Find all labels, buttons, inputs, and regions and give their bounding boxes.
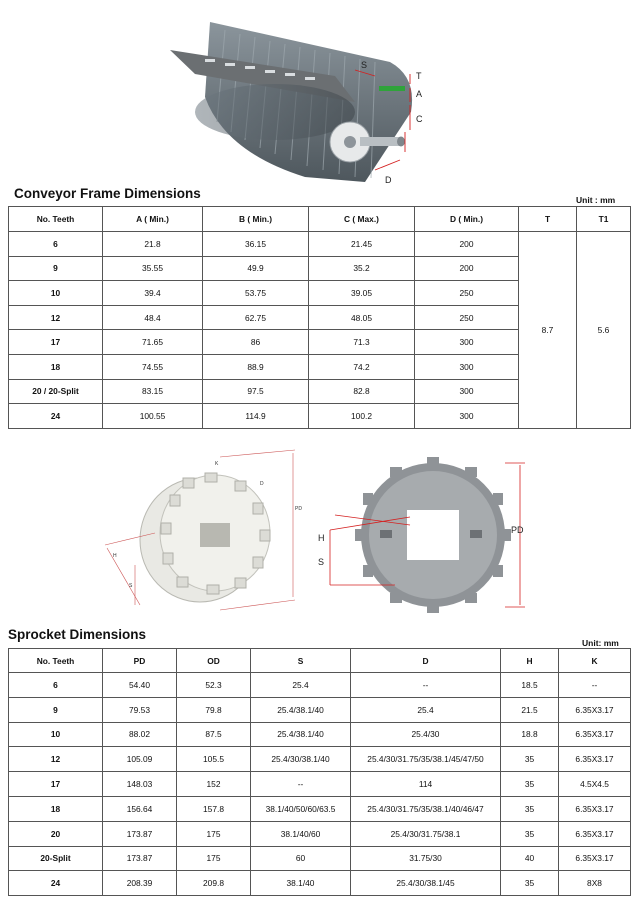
sprocket-photo-illustration (315, 455, 540, 620)
table-cell: 20-Split (9, 846, 103, 871)
table-cell: 54.40 (103, 673, 177, 698)
table-cell: 148.03 (103, 772, 177, 797)
table-cell: 35 (501, 821, 559, 846)
table-cell: 17 (9, 330, 103, 355)
table-cell: 39.05 (309, 281, 415, 306)
table-cell: 200 (415, 232, 519, 257)
table-row (9, 673, 631, 698)
photo-label-s: S (318, 557, 325, 567)
table-cell: 24 (9, 404, 103, 429)
column-header: T (519, 207, 577, 232)
column-header: C ( Max.) (309, 207, 415, 232)
table-cell: 25.4/38.1/40 (251, 722, 351, 747)
column-header: OD (177, 649, 251, 673)
photo-label-h: H (318, 533, 325, 543)
table-cell: 173.87 (103, 821, 177, 846)
table-cell: 35.2 (309, 256, 415, 281)
table-header-row (9, 207, 631, 232)
table-cell: 21.8 (103, 232, 203, 257)
table-row (9, 722, 631, 747)
table-cell: 105.09 (103, 747, 177, 772)
t-value-cell: 8.7 (519, 232, 577, 429)
table-cell: 25.4/30/31.75/35/38.1/40/46/47 (351, 796, 501, 821)
column-header: PD (103, 649, 177, 673)
table-cell: 39.4 (103, 281, 203, 306)
sprocket-dimensions-table (8, 648, 631, 896)
table-cell: 74.55 (103, 354, 203, 379)
table-cell: 18.5 (501, 673, 559, 698)
table-cell: 114.9 (203, 404, 309, 429)
table-cell: -- (351, 673, 501, 698)
column-header: B ( Min.) (203, 207, 309, 232)
table-cell: 35.55 (103, 256, 203, 281)
column-header: No. Teeth (9, 649, 103, 673)
table-cell: 18 (9, 354, 103, 379)
table-cell: 18.8 (501, 722, 559, 747)
table-row (9, 871, 631, 896)
table-cell: 17 (9, 772, 103, 797)
table-cell: 6.35X3.17 (559, 697, 631, 722)
drawing-label-d: D (260, 481, 264, 487)
table-cell: 25.4 (251, 673, 351, 698)
table-cell: 175 (177, 821, 251, 846)
table-cell: 31.75/30 (351, 846, 501, 871)
table-cell: 52.3 (177, 673, 251, 698)
table-cell: 97.5 (203, 379, 309, 404)
table-cell: -- (251, 772, 351, 797)
table-header-row (9, 649, 631, 673)
table-cell: 74.2 (309, 354, 415, 379)
table-cell: 60 (251, 846, 351, 871)
table-cell: 9 (9, 697, 103, 722)
table-cell: 35 (501, 772, 559, 797)
table-cell: 157.8 (177, 796, 251, 821)
table-cell: 6 (9, 232, 103, 257)
table-cell: 24 (9, 871, 103, 896)
table-cell: 6.35X3.17 (559, 796, 631, 821)
table-cell: 48.05 (309, 305, 415, 330)
table-cell: 35 (501, 747, 559, 772)
drawing-label-s: S (129, 583, 133, 589)
table-cell: 62.75 (203, 305, 309, 330)
table-cell: 200 (415, 256, 519, 281)
table-cell: 71.65 (103, 330, 203, 355)
column-header: D (351, 649, 501, 673)
table-cell: 35 (501, 871, 559, 896)
conveyor-label-s: S (361, 60, 368, 70)
table-row (9, 747, 631, 772)
drawing-label-pd: PD (295, 506, 302, 512)
table-cell: 208.39 (103, 871, 177, 896)
table-cell: 18 (9, 796, 103, 821)
table-cell: 82.8 (309, 379, 415, 404)
table-cell: 12 (9, 747, 103, 772)
photo-label-pd: PD (511, 525, 524, 535)
table-cell: 152 (177, 772, 251, 797)
sprocket-drawing-illustration (95, 445, 310, 620)
table-cell: 9 (9, 256, 103, 281)
table-row (9, 846, 631, 871)
table-cell: 175 (177, 846, 251, 871)
conveyor-label-a: A (416, 89, 423, 99)
table-cell: 36.15 (203, 232, 309, 257)
table-cell: 87.5 (177, 722, 251, 747)
table-cell: 49.9 (203, 256, 309, 281)
column-header: A ( Min.) (103, 207, 203, 232)
table-cell: 300 (415, 354, 519, 379)
table-cell: 25.4/30/38.1/40 (251, 747, 351, 772)
conveyor-label-d: D (385, 175, 392, 185)
table-cell: 25.4/30 (351, 722, 501, 747)
table-cell: 6.35X3.17 (559, 722, 631, 747)
table-cell: -- (559, 673, 631, 698)
table-cell: 79.8 (177, 697, 251, 722)
column-header: K (559, 649, 631, 673)
table-cell: 38.1/40/60 (251, 821, 351, 846)
table-cell: 100.2 (309, 404, 415, 429)
sprocket-photo (315, 455, 540, 620)
table-cell: 25.4/30/31.75/35/38.1/45/47/50 (351, 747, 501, 772)
table-cell: 38.1/40 (251, 871, 351, 896)
table-cell: 48.4 (103, 305, 203, 330)
table-cell: 6.35X3.17 (559, 846, 631, 871)
table-cell: 250 (415, 281, 519, 306)
conveyor-label-c: C (416, 114, 423, 124)
table-cell: 21.5 (501, 697, 559, 722)
column-header: T1 (577, 207, 631, 232)
table-row (9, 796, 631, 821)
table-cell: 105.5 (177, 747, 251, 772)
table-cell: 10 (9, 722, 103, 747)
table-cell: 156.64 (103, 796, 177, 821)
table-cell: 173.87 (103, 846, 177, 871)
table-cell: 88.02 (103, 722, 177, 747)
table-cell: 300 (415, 379, 519, 404)
table-cell: 10 (9, 281, 103, 306)
table-cell: 300 (415, 404, 519, 429)
table-cell: 8X8 (559, 871, 631, 896)
table-row (9, 697, 631, 722)
table-cell: 250 (415, 305, 519, 330)
sprocket-unit: Unit: mm (582, 638, 619, 648)
sprocket-drawing (95, 445, 310, 620)
conveyor-frame-table (8, 206, 631, 429)
table-cell: 88.9 (203, 354, 309, 379)
table-cell: 53.75 (203, 281, 309, 306)
table-cell: 100.55 (103, 404, 203, 429)
conveyor-section-title: Conveyor Frame Dimensions (14, 186, 201, 201)
conveyor-illustration (165, 2, 450, 185)
table-cell: 25.4/30/31.75/38.1 (351, 821, 501, 846)
conveyor-drawing (165, 2, 450, 185)
table-row (9, 772, 631, 797)
table-row (9, 821, 631, 846)
table-cell: 25.4/30/38.1/45 (351, 871, 501, 896)
table-cell: 83.15 (103, 379, 203, 404)
drawing-label-h: H (113, 553, 117, 559)
table-cell: 38.1/40/50/60/63.5 (251, 796, 351, 821)
table-cell: 35 (501, 796, 559, 821)
column-header: S (251, 649, 351, 673)
table-cell: 6 (9, 673, 103, 698)
table-row (9, 232, 631, 257)
table-cell: 79.53 (103, 697, 177, 722)
table-cell: 6.35X3.17 (559, 747, 631, 772)
conveyor-label-t: T (416, 71, 422, 81)
table-cell: 71.3 (309, 330, 415, 355)
sprocket-section-title: Sprocket Dimensions (8, 627, 147, 642)
table-cell: 25.4/38.1/40 (251, 697, 351, 722)
table-cell: 6.35X3.17 (559, 821, 631, 846)
table-cell: 12 (9, 305, 103, 330)
table-cell: 86 (203, 330, 309, 355)
drawing-label-k: K (215, 461, 219, 467)
table-cell: 20 (9, 821, 103, 846)
column-header: H (501, 649, 559, 673)
table-cell: 4.5X4.5 (559, 772, 631, 797)
table-cell: 114 (351, 772, 501, 797)
t1-value-cell: 5.6 (577, 232, 631, 429)
table-cell: 209.8 (177, 871, 251, 896)
table-cell: 25.4 (351, 697, 501, 722)
table-cell: 21.45 (309, 232, 415, 257)
table-cell: 40 (501, 846, 559, 871)
conveyor-unit: Unit : mm (576, 195, 616, 205)
table-cell: 300 (415, 330, 519, 355)
table-cell: 20 / 20-Split (9, 379, 103, 404)
column-header: D ( Min.) (415, 207, 519, 232)
column-header: No. Teeth (9, 207, 103, 232)
